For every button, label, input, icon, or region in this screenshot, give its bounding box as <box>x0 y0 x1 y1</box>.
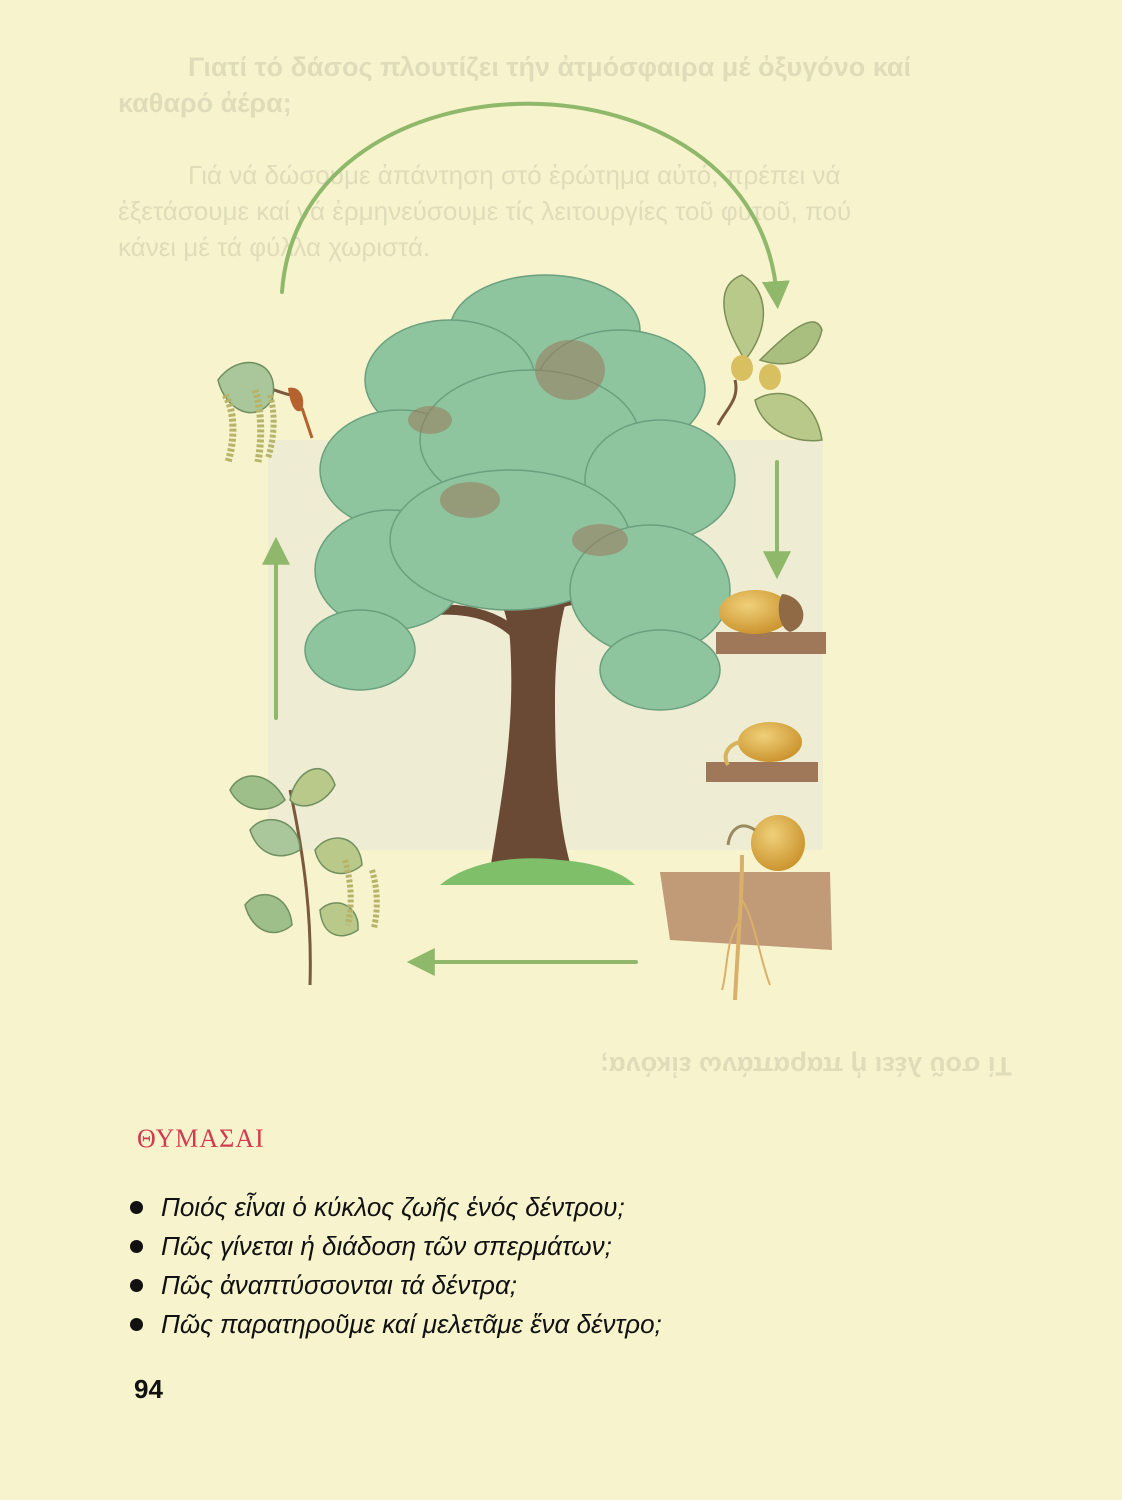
bleed-body-line-3: κάνει μέ τά φύλλα χωριστά. <box>118 232 431 262</box>
bleed-question-line: Τί σοῦ λέει ἡ παραπάνω εἰκόνα; <box>600 1051 1012 1081</box>
section-heading: ΘΥΜΑΣΑΙ <box>137 1124 265 1153</box>
bullet-icon <box>130 1318 143 1331</box>
bleed-body-line-1: Γιά νά δώσουμε ἀπάντηση στό ἐρώτημα αὐτό, πρέπει νά <box>188 160 841 190</box>
acorn-branch <box>718 275 822 441</box>
bleed-body-line-2: ἐξετάσουμε καί νά ἑρμηνεύσουμε τίς λειτουργίες τοῦ φυτοῦ, πού <box>118 196 852 226</box>
bullet-icon <box>130 1279 143 1292</box>
list-item <box>130 1305 662 1344</box>
list-item <box>130 1266 662 1305</box>
list-item <box>130 1188 662 1227</box>
bleed-title-line-2: καθαρό ἀέρα; <box>118 88 292 118</box>
bullet-icon <box>130 1201 143 1214</box>
review-question-list <box>130 1188 662 1344</box>
question-text: Πῶς ἀναπτύσσονται τά δέντρα; <box>161 1270 518 1300</box>
question-text: Ποιός εἶναι ὁ κύκλος ζωῆς ἑνός δέντρου; <box>161 1192 625 1222</box>
question-text: Πῶς γίνεται ἡ διάδοση τῶν σπερμάτων; <box>161 1231 612 1261</box>
top-arc-arrow <box>282 104 777 298</box>
page-number: 94 <box>134 1374 163 1404</box>
tree-grass <box>440 858 635 885</box>
bullet-icon <box>130 1240 143 1253</box>
question-text: Πῶς παρατηροῦμε καί μελετᾶμε ἕνα δέντρο; <box>161 1309 662 1339</box>
list-item <box>130 1227 662 1266</box>
bleed-title-line-1: Γιατί τό δάσος πλουτίζει τήν ἀτμόσφαιρα μέ ὀξυγόνο καί <box>188 52 912 82</box>
